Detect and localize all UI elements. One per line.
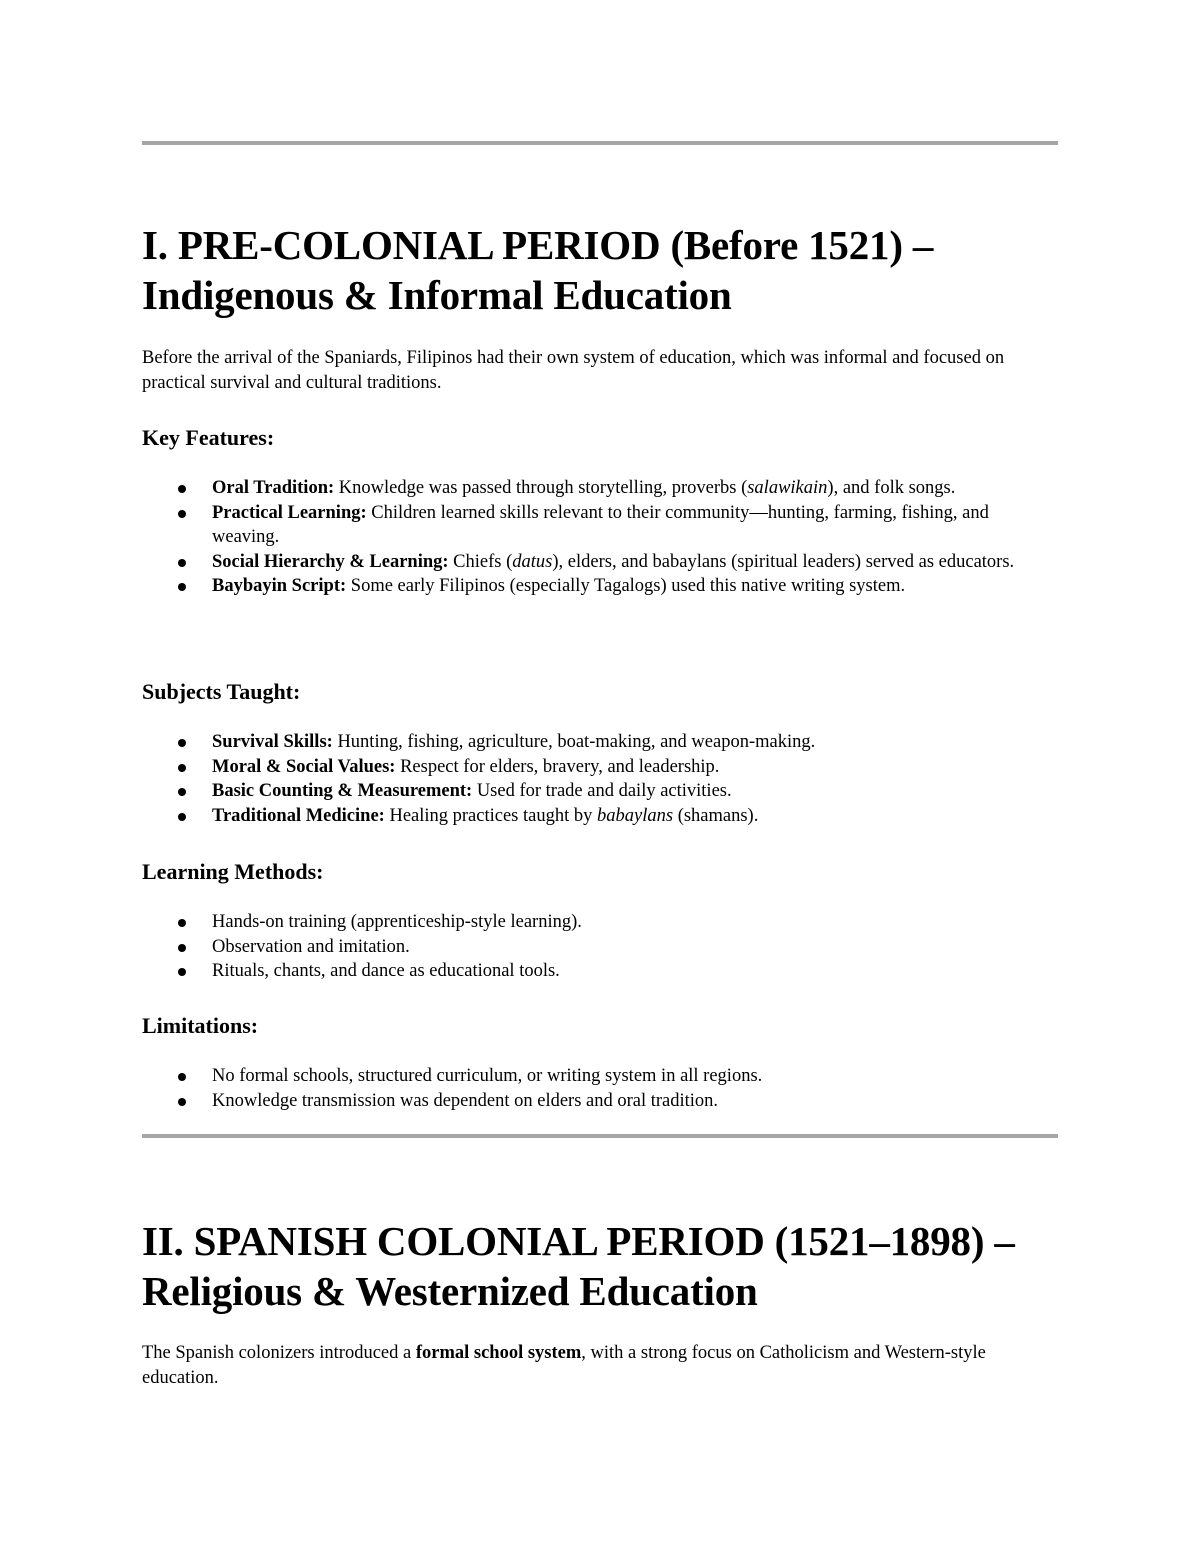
bullet-icon bbox=[178, 764, 186, 772]
bullet-icon bbox=[178, 919, 186, 927]
key-features-list bbox=[142, 476, 1058, 599]
item-italic: babaylans bbox=[597, 805, 674, 826]
item-term: Traditional Medicine: bbox=[212, 805, 385, 826]
top-divider bbox=[142, 141, 1058, 145]
intro-text: The Spanish colonizers introduced a bbox=[142, 1343, 416, 1363]
list-item bbox=[142, 730, 1058, 755]
section-2-title: II. SPANISH COLONIAL PERIOD (1521–1898) – Religious & Westernized Education bbox=[142, 1218, 1015, 1314]
item-text: Knowledge transmission was dependent on elders and oral tradition. bbox=[212, 1090, 719, 1111]
item-text: ), elders, and babaylans (spiritual leaders) served as educators. bbox=[552, 551, 1015, 572]
bullet-icon bbox=[178, 1073, 186, 1081]
item-term: Oral Tradition: bbox=[212, 478, 335, 498]
list-item bbox=[142, 935, 1058, 960]
bullet-icon bbox=[178, 559, 186, 567]
section-1-intro: Before the arrival of the Spaniards, Filipinos had their own system of education, which was informal and focused on practical survival and cultural traditions. bbox=[142, 348, 1005, 393]
bullet-icon bbox=[178, 813, 186, 821]
item-text: ), and folk songs. bbox=[827, 478, 956, 498]
item-term: Practical Learning: bbox=[212, 502, 367, 523]
item-text: Children learned skills relevant to their community—hunting, farming, fishing, and weaving. bbox=[212, 502, 989, 547]
item-text: Some early Filipinos (especially Tagalogs) used this native writing system. bbox=[346, 576, 906, 596]
bullet-icon bbox=[178, 510, 186, 518]
list-item bbox=[142, 501, 1058, 550]
list-item bbox=[142, 1089, 1058, 1114]
bullet-icon bbox=[178, 739, 186, 747]
item-text: (shamans). bbox=[673, 805, 759, 826]
item-italic: datus bbox=[512, 551, 553, 572]
list-item bbox=[142, 755, 1058, 780]
intro-text: , with a strong focus on Catholicism and Western-style education. bbox=[142, 1343, 986, 1388]
limitations-list bbox=[142, 1064, 1058, 1113]
intro-bold-text: formal school system bbox=[415, 1343, 582, 1363]
list-item bbox=[142, 804, 1058, 829]
key-features-heading: Key Features: bbox=[142, 425, 275, 450]
item-text: Hands-on training (apprenticeship-style learning). bbox=[212, 912, 582, 932]
item-term: Basic Counting & Measurement: bbox=[212, 781, 473, 801]
item-text: Observation and imitation. bbox=[212, 936, 410, 957]
item-text: Chiefs ( bbox=[448, 551, 513, 572]
learning-methods-list bbox=[142, 910, 1058, 984]
item-text: No formal schools, structured curriculum, or writing system in all regions. bbox=[212, 1066, 763, 1086]
bullet-icon bbox=[178, 583, 186, 591]
bullet-icon bbox=[178, 968, 186, 976]
item-term: Social Hierarchy & Learning: bbox=[212, 551, 449, 572]
item-term: Survival Skills: bbox=[212, 732, 333, 752]
bullet-icon bbox=[178, 788, 186, 796]
item-text: Used for trade and daily activities. bbox=[472, 781, 732, 801]
item-term: Baybayin Script: bbox=[212, 576, 347, 596]
item-text: Hunting, fishing, agriculture, boat-making, and weapon-making. bbox=[332, 732, 816, 752]
bullet-icon bbox=[178, 485, 186, 493]
section-2-intro bbox=[142, 1341, 1058, 1390]
section-divider bbox=[142, 1134, 1058, 1138]
list-item bbox=[142, 476, 1058, 501]
bullet-icon bbox=[178, 944, 186, 952]
learning-methods-heading: Learning Methods: bbox=[142, 859, 324, 884]
subjects-taught-list bbox=[142, 730, 1058, 828]
item-text: Respect for elders, bravery, and leadership. bbox=[395, 756, 720, 777]
list-item bbox=[142, 779, 1058, 804]
item-text: Knowledge was passed through storytelling, proverbs ( bbox=[334, 478, 748, 498]
limitations-heading: Limitations: bbox=[142, 1013, 259, 1038]
list-item bbox=[142, 959, 1058, 984]
list-item bbox=[142, 574, 1058, 599]
item-text: Rituals, chants, and dance as educational tools. bbox=[212, 961, 560, 981]
subjects-taught-heading: Subjects Taught: bbox=[142, 679, 301, 704]
bullet-icon bbox=[178, 1098, 186, 1106]
item-italic: salawikain bbox=[747, 478, 828, 498]
item-term: Moral & Social Values: bbox=[212, 756, 396, 777]
list-item bbox=[142, 1064, 1058, 1089]
list-item bbox=[142, 550, 1058, 575]
list-item bbox=[142, 910, 1058, 935]
section-1-title: I. PRE-COLONIAL PERIOD (Before 1521) – Indigenous & Informal Education bbox=[142, 222, 934, 318]
item-text: Healing practices taught by bbox=[384, 805, 597, 826]
